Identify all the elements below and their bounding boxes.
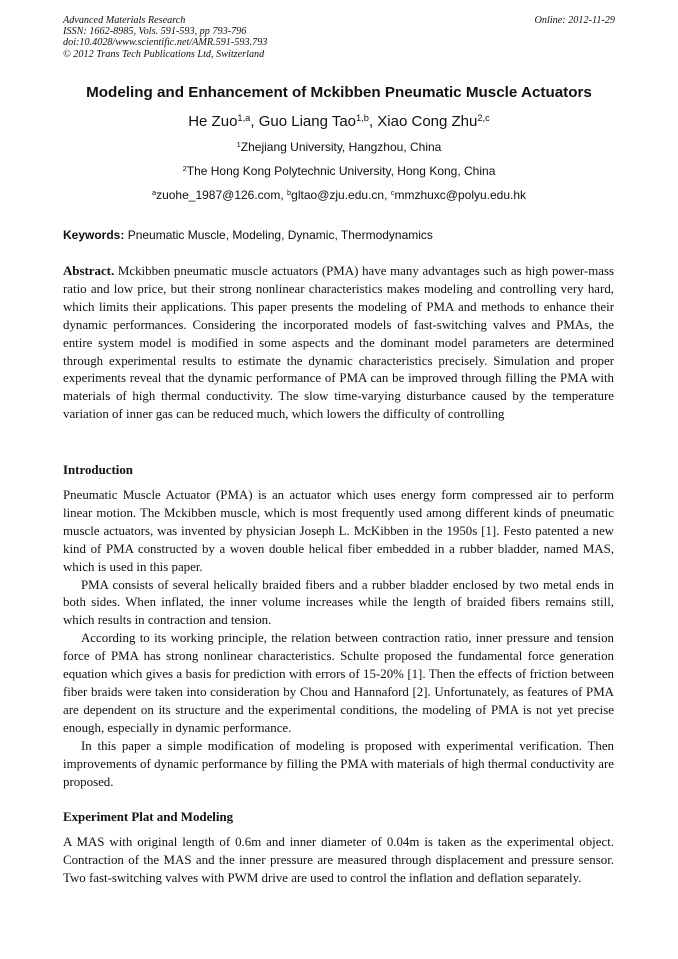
keywords [63,228,623,242]
paragraph: According to its working principle, the relation between contraction ratio, inner pressure and tension force of PMA has strong nonlinear characteristics. Schulte proposed the fundamental force generation equation which gives a basis for prediction with errors of 15-20% [1]. Then the effects of friction between fiber braids were taken into consideration by Chou and Hannaford [2]. Unfortunately, as features of PMA are dependent on its structure and the experimental conditions, the modeling of PMA is not yet precise enough, especially in dynamic performance. [63,631,614,735]
email-address[interactable]: mmzhuxc@polyu.edu.hk [394,188,527,202]
journal-header [63,15,615,60]
doi-line: doi:10.4028/www.scientific.net/AMR.591-593.793 [63,37,268,49]
author-affil-mark: 1,a [237,112,251,123]
abstract [63,263,614,424]
affiliation-2 [40,164,638,178]
experiment-body [63,834,614,888]
affiliation-text: Zhejiang University, Hangzhou, China [240,140,442,154]
affiliation-1 [40,140,638,154]
author-separator: , [250,113,259,130]
author-name: He Zuo [188,113,238,130]
author-name: Xiao Cong Zhu [377,113,478,130]
paragraph: Pneumatic Muscle Actuator (PMA) is an actuator which uses energy form compressed air to perform linear motion. The Mckibben muscle, which is most frequently used among different kinds of pneumatic muscle actuators, was invented by physician Joseph L. McKibben in the 1950s [1]. Festo patented a new kind of PMA constructed by a woven double helical fiber embedded in a rubber bladder, named MAS, which is used in this paper. [63,488,614,574]
email-mark: a [151,187,157,197]
author-list [40,113,638,130]
paragraph: A MAS with original length of 0.6m and inner diameter of 0.04m is taken as the experimental object. Contraction of the MAS and the inner pressure are measured through displacement and pressure sensor. Two fast-switching valves with PWM drive are used to control the inflation and deflation separately. [63,835,614,885]
abstract-text: Mckibben pneumatic muscle actuators (PMA) have many advantages such as high power-mass ratio and low price, but their strong nonlinear characteristics makes modeling and controlling very hard, which limits their applications. This paper presents the modeling of PMA and methods to enhance their dynamic performances. Considering the incorporated models of fast-switching valves and PMAs, the entire system model is modified in some aspects and the dominant model parameters are determined through experimental results to estimate the dynamic characteristics precisely. Simulation and proper experiments reveal that the dynamic performance of PMA can be improved through filling the PMA with materials of high thermal conductivity. The slow time-varying disturbance caused by the temperature variation of inner gas can be reduced much, which lowers the difficulty of controlling [63,264,614,422]
section-heading-introduction: Introduction [63,463,133,477]
email-mark: c [390,187,395,197]
abstract-label: Abstract. [63,264,115,278]
affiliation-mark: 1 [236,139,241,149]
author-separator: , [368,113,378,130]
section-heading-experiment: Experiment Plat and Modeling [63,810,234,824]
email-mark: b [287,187,292,197]
affiliation-mark: 2 [182,163,187,173]
author-name: Guo Liang Tao [258,113,357,130]
keywords-label: Keywords: [63,228,125,242]
affiliation-text: The Hong Kong Polytechnic University, Hong Kong, China [186,164,496,178]
paragraph: PMA consists of several helically braided fibers and a rubber bladder enclosed by two metal ends in both sides. When inflated, the inner volume increases while the length of braided fibers remains still, which results in contraction and tension. [63,577,614,628]
author-affil-mark: 2,c [477,112,490,123]
email-address[interactable]: gltao@zju.edu.cn, [291,188,391,202]
email-line [40,188,638,202]
keywords-text: Pneumatic Muscle, Modeling, Dynamic, Thermodynamics [124,228,433,242]
online-date: Online: 2012-11-29 [534,15,615,26]
email-address[interactable]: zuohe_1987@126.com, [156,188,288,202]
copyright-line: © 2012 Trans Tech Publications Ltd, Switzerland [63,48,265,60]
author-affil-mark: 1,b [356,112,369,123]
paragraph: In this paper a simple modification of modeling is proposed with experimental verification. Then improvements of dynamic performance by filling the PMA with materials of high thermal conductivity are proposed. [63,738,614,789]
journal-name: Advanced Materials Research [63,15,186,26]
issn-line: ISSN: 1662-8985, Vols. 591-593, pp 793-796 [63,26,247,38]
introduction-body [63,487,614,791]
paper-title: Modeling and Enhancement of Mckibben Pneumatic Muscle Actuators [86,84,592,101]
